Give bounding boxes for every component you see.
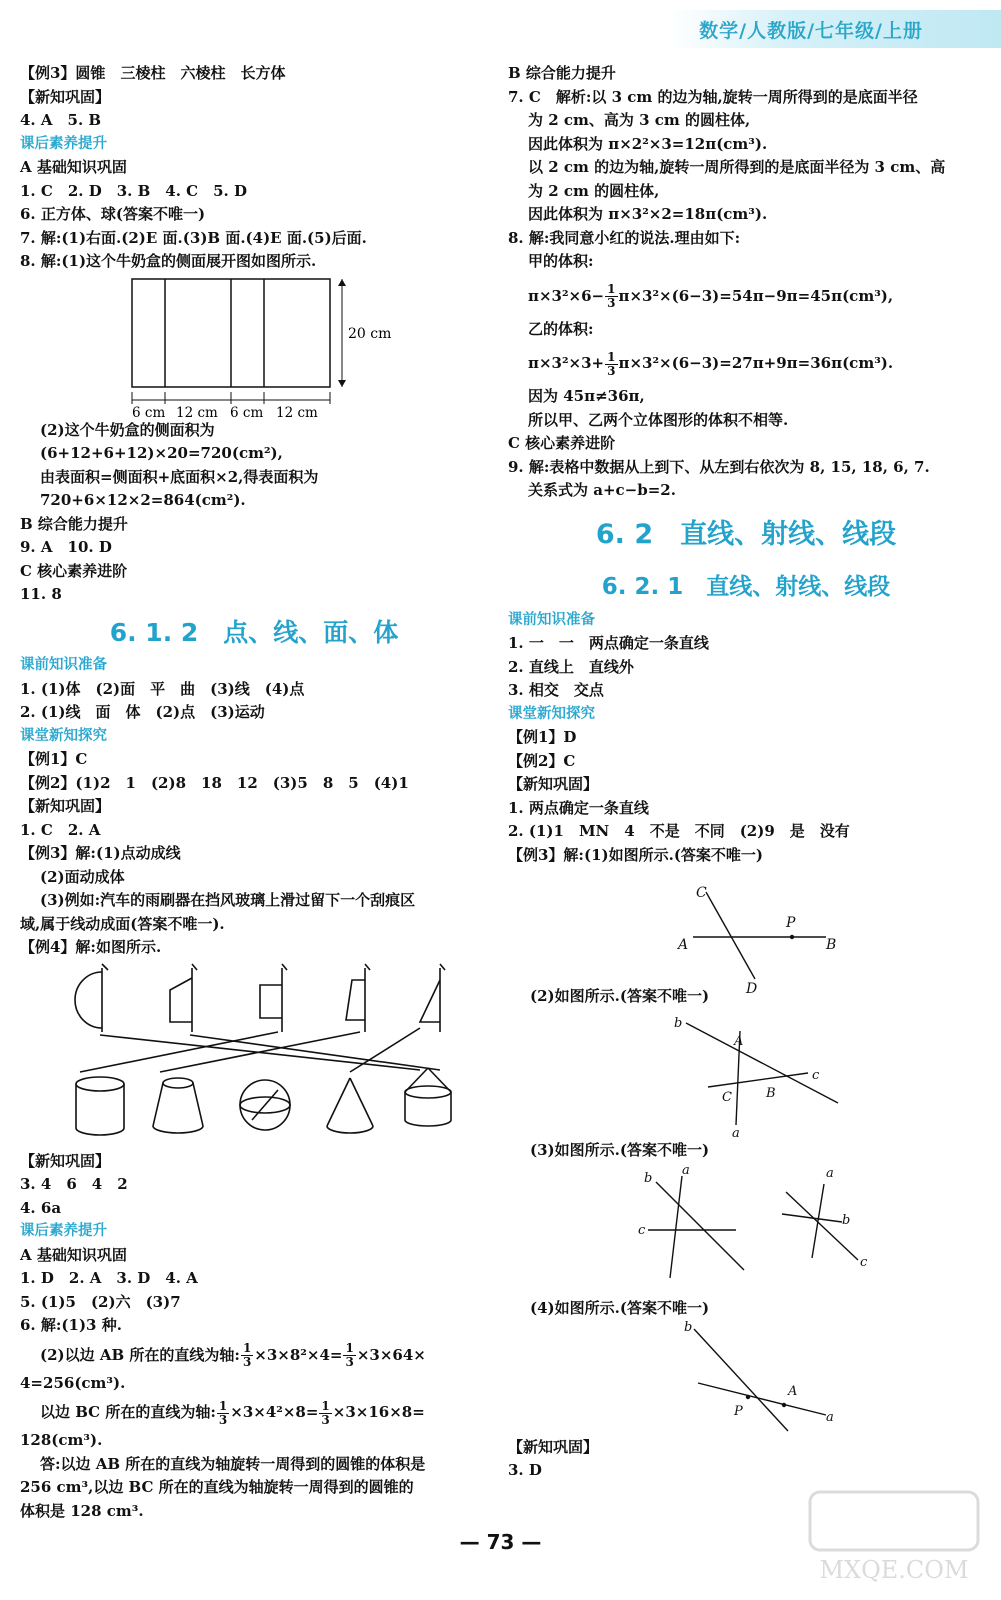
- page-number: — 73 —: [459, 1530, 542, 1554]
- answer-line: 9. A 10. D: [20, 538, 112, 556]
- point-label: A: [678, 937, 689, 953]
- subsection-title: 课后素养提升: [20, 135, 107, 152]
- fraction-denominator: 3: [218, 1412, 228, 1427]
- answer-line: (2)如图所示.(答案不唯一): [530, 987, 710, 1005]
- answer-line: 【例1】D: [508, 728, 577, 746]
- section-label: 【新知巩固】: [20, 1151, 111, 1170]
- answer-line: 11. 8: [20, 585, 62, 603]
- formula-text: (2)以边 AB 所在的直线为轴:: [40, 1345, 240, 1364]
- fraction-denominator: 3: [242, 1355, 252, 1369]
- subsection-title: 课堂新知探究: [20, 727, 107, 744]
- line-label: c: [812, 1067, 820, 1083]
- answer-line: 乙的体积:: [528, 319, 594, 338]
- section-label: 【新知巩固】: [508, 775, 599, 793]
- formula-text: 以边 BC 所在的直线为轴:: [40, 1403, 216, 1421]
- answer-line: 7. 解:(1)右面.(2)E 面.(3)B 面.(4)E 面.(5)后面.: [20, 228, 367, 247]
- point-label: A: [734, 1033, 744, 1049]
- left-column: [20, 62, 488, 1523]
- answer-line: 1. 一 一 两点确定一条直线: [508, 634, 709, 652]
- answer-line: 1. 两点确定一条直线: [508, 798, 649, 817]
- point-label: D: [746, 981, 758, 997]
- width-dim-label: 12 cm: [176, 404, 218, 421]
- line-label: a: [682, 1163, 690, 1178]
- fraction: [605, 283, 617, 310]
- answer-line: 由表面积=侧面积+底面积×2,得表面积为: [40, 467, 319, 486]
- level-label: A 基础知识巩固: [20, 158, 127, 176]
- answer-line: 【例4】解:如图所示.: [20, 938, 162, 956]
- answer-line: 3. D: [508, 1461, 542, 1479]
- formula-text: π×3²×6−: [528, 286, 605, 305]
- fraction-denominator: 3: [321, 1412, 330, 1427]
- answer-line: (3)如图所示.(答案不唯一): [530, 1140, 710, 1159]
- subsection-title: 课后素养提升: [20, 1223, 107, 1239]
- answer-line: 3. 4 6 4 2: [20, 1175, 128, 1193]
- fraction-numerator: 1: [345, 1341, 354, 1355]
- answer-line: 1. D 2. A 3. D 4. A: [20, 1269, 198, 1287]
- formula-text: ×3×16×8=: [332, 1403, 425, 1421]
- formula-line: [20, 1338, 488, 1372]
- answer-line: 【例3】解:(1)点动成线: [20, 844, 181, 862]
- answer-line: (4)如图所示.(答案不唯一): [530, 1299, 710, 1317]
- line-label: b: [842, 1213, 851, 1228]
- line-label: a: [732, 1125, 740, 1141]
- fraction: [217, 1400, 229, 1427]
- answer-line: 8. 解:(1)这个牛奶盒的侧面展开图如图所示.: [20, 252, 317, 270]
- answer-line: 4=256(cm³).: [20, 1373, 126, 1392]
- line-label: c: [638, 1223, 646, 1238]
- answer-line: 甲的体积:: [528, 252, 594, 270]
- formula-line: [508, 341, 984, 385]
- subsection-title: 课前知识准备: [508, 611, 595, 628]
- answer-line: 4. 6a: [20, 1198, 62, 1217]
- answer-line: 5. (1)5 (2)六 (3)7: [20, 1292, 181, 1311]
- formula-text: ×3×8²×4=: [254, 1345, 343, 1364]
- fraction: [241, 1342, 253, 1369]
- answer-line: 因为 45π≠36π,: [528, 387, 645, 405]
- line-label: a: [826, 1409, 834, 1425]
- formula-text: π×3²×(6−3)=54π−9π=45π(cm³),: [618, 286, 894, 305]
- answer-line: 1. (1)体 (2)面 平 曲 (3)线 (4)点: [20, 679, 305, 698]
- level-label: B 综合能力提升: [20, 514, 128, 533]
- section-label: 【新知巩固】: [508, 1437, 599, 1456]
- answer-line: 【例2】(1)2 1 (2)8 18 12 (3)5 8 5 (4)1: [20, 773, 409, 792]
- level-label: C 核心素养进阶: [20, 561, 128, 580]
- point-label: B: [826, 937, 837, 953]
- fraction: [605, 351, 617, 378]
- section-label: 【新知巩固】: [20, 87, 111, 106]
- answer-line: 2. 直线上 直线外: [508, 657, 634, 676]
- point-label: C: [722, 1089, 732, 1105]
- answer-line: 所以甲、乙两个立体图形的体积不相等.: [528, 410, 789, 429]
- answer-line: 4. A 5. B: [20, 111, 102, 129]
- answer-line: 因此体积为 π×3²×2=18π(cm³).: [528, 205, 768, 223]
- shape-matching-figure: [20, 960, 488, 1150]
- section-heading: 6. 2. 1 直线、射线、线段: [601, 573, 891, 600]
- answer-line: (2)这个牛奶盒的侧面积为: [40, 420, 215, 439]
- answer-line: 为 2 cm、高为 3 cm 的圆柱体,: [528, 111, 751, 129]
- point-label: P: [734, 1403, 743, 1419]
- fraction-numerator: 1: [242, 1341, 252, 1355]
- fraction: [343, 1342, 355, 1369]
- line-label: b: [674, 1015, 683, 1031]
- subsection-title: 课堂新知探究: [508, 705, 595, 722]
- answer-line: 【例3】解:(1)如图所示.(答案不唯一): [508, 845, 764, 864]
- point-label: A: [788, 1383, 798, 1399]
- answer-line: 7. C 解析:以 3 cm 的边为轴,旋转一周所得到的是底面半径: [508, 87, 918, 106]
- fraction-numerator: 1: [218, 1398, 228, 1413]
- answer-line: 因此体积为 π×2²×3=12π(cm³).: [528, 134, 768, 153]
- formula-line: [508, 274, 984, 318]
- answer-line: 9. 解:表格中数据从上到下、从左到右依次为 8, 15, 18, 6, 7.: [508, 457, 930, 476]
- answer-line: 以 2 cm 的边为轴,旋转一周所得到的是底面半径为 3 cm、高: [528, 158, 946, 176]
- answer-line: 3. 相交 交点: [508, 681, 604, 699]
- section-label: 【新知巩固】: [20, 797, 111, 815]
- answer-line: 【例2】C: [508, 751, 576, 770]
- answer-line: 6. 正方体、球(答案不唯一): [20, 205, 206, 223]
- answer-line: 2. (1)线 面 体 (2)点 (3)运动: [20, 703, 265, 721]
- line-label: b: [644, 1171, 653, 1186]
- right-column: [508, 62, 984, 1483]
- answer-line: 8. 解:我同意小红的说法.理由如下:: [508, 228, 741, 247]
- fraction-numerator: 1: [607, 282, 616, 296]
- answer-line: 关系式为 a+c−b=2.: [528, 481, 676, 499]
- line-figure-4: [508, 1321, 984, 1436]
- formula-text: π×3²×3+: [528, 354, 605, 372]
- chapter-heading: 6. 2 直线、射线、线段: [595, 518, 897, 550]
- answer-line: 体积是 128 cm³.: [20, 1501, 144, 1520]
- level-label: C 核心素养进阶: [508, 434, 616, 452]
- width-dim-label: 12 cm: [276, 404, 318, 421]
- fraction-numerator: 1: [607, 349, 616, 364]
- fraction-numerator: 1: [321, 1398, 330, 1413]
- formula-text: ×3×64×: [356, 1345, 426, 1364]
- answer-line: 【例1】C: [20, 750, 88, 768]
- fraction-denominator: 3: [607, 296, 616, 310]
- answer-line: (6+12+6+12)×20=720(cm²),: [40, 444, 283, 462]
- watermark-text: MXQE.COM: [819, 1556, 969, 1584]
- answer-line: (2)面动成体: [40, 867, 125, 886]
- level-label: A 基础知识巩固: [20, 1245, 127, 1264]
- line-label: b: [684, 1319, 693, 1335]
- answer-line: 【例3】圆锥 三棱柱 六棱柱 长方体: [20, 64, 286, 82]
- point-label: B: [766, 1085, 776, 1101]
- answer-line: 域,属于线动成面(答案不唯一).: [20, 914, 225, 933]
- line-figure-3: [508, 1162, 984, 1297]
- level-label: B 综合能力提升: [508, 64, 616, 82]
- subsection-title: 课前知识准备: [20, 657, 107, 673]
- width-dim-label: 6 cm: [230, 404, 264, 421]
- answer-line: 256 cm³,以边 BC 所在的直线为轴旋转一周得到的圆锥的: [20, 1478, 414, 1496]
- answer-line: 为 2 cm 的圆柱体,: [528, 181, 660, 200]
- fraction: [319, 1400, 331, 1427]
- answer-line: 2. (1)1 MN 4 不是 不同 (2)9 是 没有: [508, 822, 850, 840]
- section-heading: 6. 1. 2 点、线、面、体: [109, 617, 399, 647]
- answer-line: 1. C 2. D 3. B 4. C 5. D: [20, 181, 247, 200]
- answer-line: 128(cm³).: [20, 1431, 103, 1449]
- answer-line: 答:以边 AB 所在的直线为轴旋转一周得到的圆锥的体积是: [40, 1454, 426, 1473]
- formula-line: [20, 1395, 488, 1429]
- point-label: P: [786, 915, 796, 931]
- line-figure-2: [508, 1009, 984, 1139]
- width-dim-label: 6 cm: [132, 404, 166, 421]
- answer-line: 720+6×12×2=864(cm²).: [40, 491, 246, 509]
- answer-line: 1. C 2. A: [20, 820, 101, 839]
- formula-text: ×3×4²×8=: [230, 1403, 319, 1421]
- header-title: 数学/人教版/七年级/上册: [699, 20, 923, 42]
- line-label: c: [860, 1255, 868, 1270]
- milk-box-net-figure: [120, 274, 420, 419]
- answer-line: 6. 解:(1)3 种.: [20, 1316, 122, 1334]
- line-label: a: [826, 1166, 834, 1181]
- fraction-denominator: 3: [607, 363, 616, 378]
- answer-line: (3)例如:汽车的雨刷器在挡风玻璃上滑过留下一个刮痕区: [40, 891, 416, 909]
- point-label: C: [696, 885, 707, 901]
- height-dim-label: 20 cm: [348, 325, 392, 342]
- fraction-denominator: 3: [345, 1355, 354, 1369]
- formula-text: π×3²×(6−3)=27π+9π=36π(cm³).: [618, 354, 894, 372]
